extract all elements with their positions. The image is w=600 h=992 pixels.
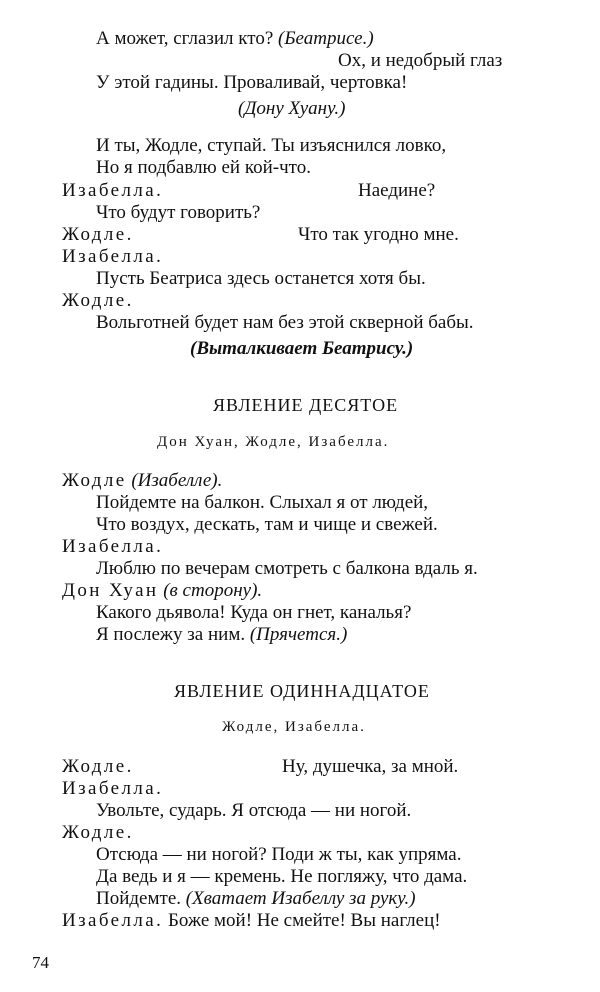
verse-line: Что воздух, дескать, там и чище и свежей. [96,514,438,535]
scene-characters: Дон Хуан, Жодле, Изабелла. [157,434,390,450]
verse-line: Что так угодно мне. [298,224,459,245]
verse-line: Наедине? [358,180,436,201]
verse-line: У этой гадины. Проваливай, чертовка! [96,72,408,93]
verse-line: Люблю по вечерам смотреть с балкона вдаль я. [96,558,478,579]
verse-line: Увольте, сударь. Я отсюда — ни ногой. [96,800,412,821]
speaker-line: Изабелла. Боже мой! Не смейте! Вы наглец! [62,910,441,931]
verse-line: Я послежу за ним. (Прячется.) [96,624,348,645]
speaker-name: Жодле. [62,224,134,245]
verse-line: Ох, и недобрый глаз [338,50,503,71]
speaker-line: Жодле (Изабелле). [62,470,223,491]
speaker-name: Жодле. [62,756,134,777]
scene-heading: ЯВЛЕНИЕ ДЕСЯТОЕ [213,395,399,415]
verse-line: Да ведь и я — кремень. Не погляжу, что дама. [96,866,468,887]
speaker-name: Изабелла. [62,180,164,201]
verse-line: Вольготней будет нам без этой скверной бабы. [96,312,474,333]
page-number: 74 [32,953,49,972]
verse-line: Какого дьявола! Куда он гнет, каналья? [96,602,412,623]
speaker-name: Изабелла. [62,778,164,799]
speaker-name: Жодле. [62,822,134,843]
stage-direction: (Выталкивает Беатрису.) [190,338,414,359]
speaker-name: Жодле. [62,290,134,311]
stage-direction: (Дону Хуану.) [238,98,346,119]
verse-line: Но я подбавлю ей кой-что. [96,157,311,178]
scene-characters: Жодле, Изабелла. [222,719,366,735]
verse-line: И ты, Жодле, ступай. Ты изъяснился ловко, [96,135,447,156]
verse-line: Что будут говорить? [96,202,261,223]
verse-line: Пойдемте. (Хватает Изабеллу за руку.) [96,888,416,909]
verse-line: А может, сглазил кто? (Беатрисе.) [96,28,374,49]
verse-line: Пойдемте на балкон. Слыхал я от людей, [96,492,429,513]
verse-line: Пусть Беатриса здесь останется хотя бы. [96,268,426,289]
verse-line: Отсюда — ни ногой? Поди ж ты, как упряма. [96,844,462,865]
speaker-line: Дон Хуан (в сторону). [62,580,263,601]
speaker-name: Изабелла. [62,246,164,267]
verse-line: Ну, душечка, за мной. [282,756,459,777]
speaker-name: Изабелла. [62,536,164,557]
scene-heading: ЯВЛЕНИЕ ОДИННАДЦАТОЕ [174,681,430,701]
